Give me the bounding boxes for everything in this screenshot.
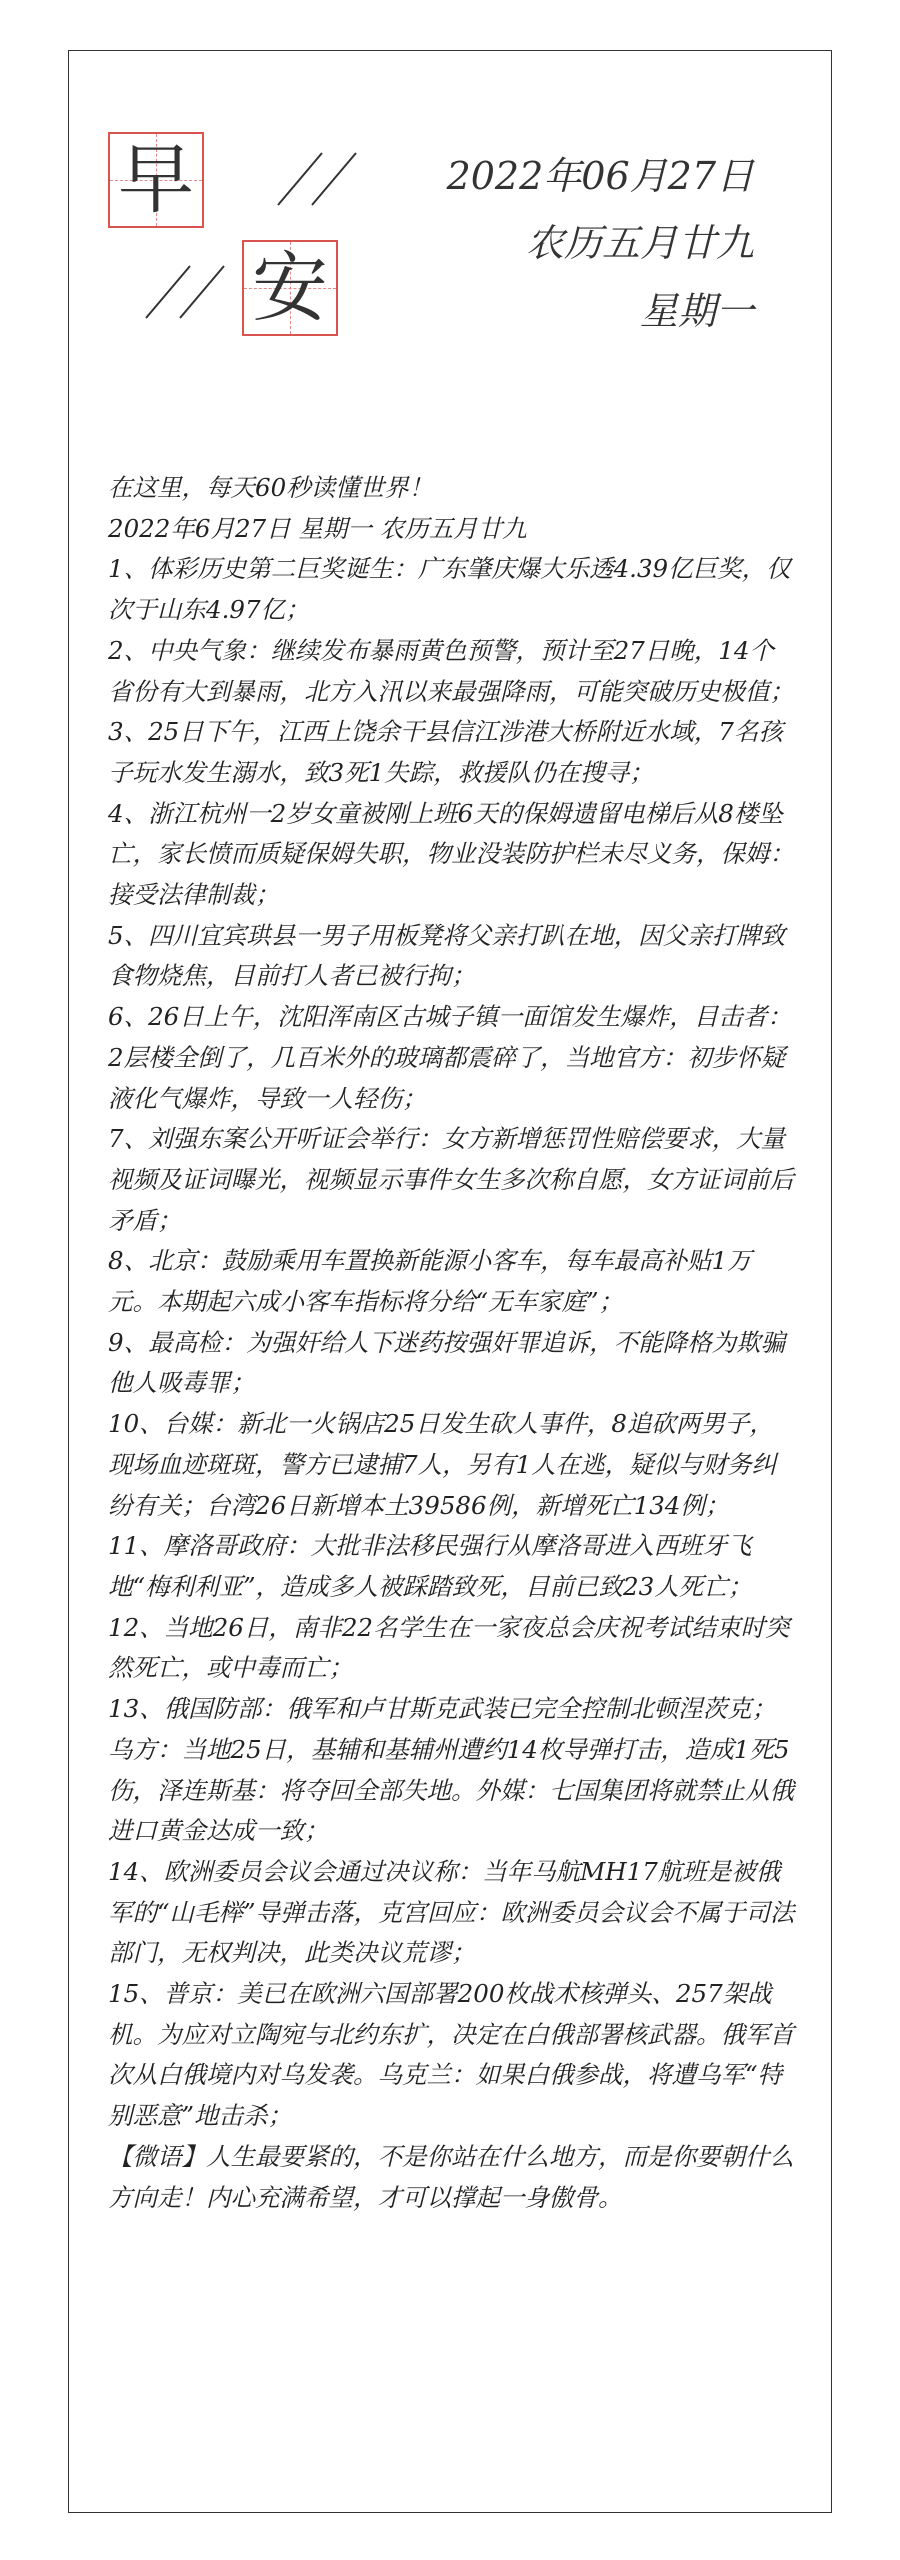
- news-item: 10、台媒：新北一火锅店25日发生砍人事件，8追砍两男子，现场血迹斑斑，警方已逮捕7人，另有1人在逃，疑似与财务纠纷有关；台湾26日新增本土39586例，新增死亡134例；: [108, 1409, 777, 1520]
- decorative-slashes-icon: [140, 258, 240, 322]
- news-item: 6、26日上午，沈阳浑南区古城子镇一面馆发生爆炸，目击者：2层楼全倒了，几百米外的玻璃都震碎了，当地官方：初步怀疑液化气爆炸，导致一人轻伤；: [108, 1002, 792, 1113]
- news-item: 12、当地26日，南非22名学生在一家夜总会庆祝考试结束时突然死亡，或中毒而亡；: [108, 1612, 790, 1683]
- news-content: [108, 468, 798, 2218]
- header-weekday: 星期一: [639, 289, 754, 333]
- header-date: 2022年06月27日: [446, 154, 754, 198]
- char-an: 安: [252, 243, 328, 332]
- news-item: 14、欧洲委员会议会通过决议称：当年马航MH17航班是被俄军的“山毛榉”导弹击落，克宫回应：欧洲委员会议会不属于司法部门，无权判决，此类决议荒谬；: [108, 1856, 795, 1968]
- dateline: 2022年6月27日 星期一 农历五月廿九: [108, 513, 527, 543]
- news-item: 13、俄国防部：俄军和卢甘斯克武装已完全控制北顿涅茨克；乌方：当地25日，基辅和基辅州遭约14枚导弹打击，造成1死5伤，泽连斯基：将夺回全部失地。外媒：七国集团将就禁止从俄进口黄金达成一致；: [108, 1694, 794, 1846]
- news-item: 15、普京：美已在欧洲六国部署200枚战术核弹头、257架战机。为应对立陶宛与北约东扩，决定在白俄部署核武器。俄军首次从白俄境内对乌发袭。乌克兰：如果白俄参战，将遭乌军“特别恶意”地击杀；: [108, 1979, 794, 2131]
- quote: 【微语】人生最要紧的，不是你站在什么地方，而是你要朝什么方向走！内心充满希望，才可以撑起一身傲骨。: [108, 2141, 794, 2212]
- intro-line: 在这里，每天60秒读懂世界！: [108, 473, 434, 502]
- char-box-an: [242, 240, 338, 336]
- news-item: 5、四川宜宾珙县一男子用板凳将父亲打趴在地，因父亲打牌致食物烧焦，目前打人者已被行拘；: [108, 920, 786, 991]
- header-lunar-date: 农历五月廿九: [525, 221, 754, 265]
- char-box-zao: [108, 132, 204, 228]
- news-item: 1、体彩历史第二巨奖诞生：广东肇庆爆大乐透4.39亿巨奖，仅次于山东4.97亿；: [108, 554, 791, 625]
- news-item: 2、中央气象：继续发布暴雨黄色预警，预计至27日晚，14个省份有大到暴雨，北方入汛以来最强降雨，可能突破历史极值；: [108, 635, 794, 706]
- news-item: 3、25日下午，江西上饶余干县信江涉港大桥附近水域，7名孩子玩水发生溺水，致3死1失踪，救援队仍在搜寻；: [108, 717, 783, 787]
- news-item: 8、北京：鼓励乘用车置换新能源小客车，每车最高补贴1万元。本期起六成小客车指标将分给“无车家庭”；: [108, 1246, 752, 1317]
- news-item: 7、刘强东案公开听证会举行：女方新增惩罚性赔偿要求，大量视频及证词曝光，视频显示事件女生多次称自愿，女方证词前后矛盾；: [108, 1124, 794, 1235]
- news-item: 11、摩洛哥政府：大批非法移民强行从摩洛哥进入西班牙飞地“梅利利亚”，造成多人被踩踏致死，目前已致23人死亡；: [108, 1531, 753, 1601]
- news-item: 4、浙江杭州一2岁女童被刚上班6天的保姆遗留电梯后从8楼坠亡，家长愤而质疑保姆失职，物业没装防护栏未尽义务，保姆：接受法律制裁；: [108, 798, 794, 910]
- decorative-slashes-icon: [272, 145, 372, 209]
- char-zao: 早: [118, 135, 194, 224]
- news-item: 9、最高检：为强奸给人下迷药按强奸罪追诉，不能降格为欺骗他人吸毒罪；: [108, 1327, 786, 1398]
